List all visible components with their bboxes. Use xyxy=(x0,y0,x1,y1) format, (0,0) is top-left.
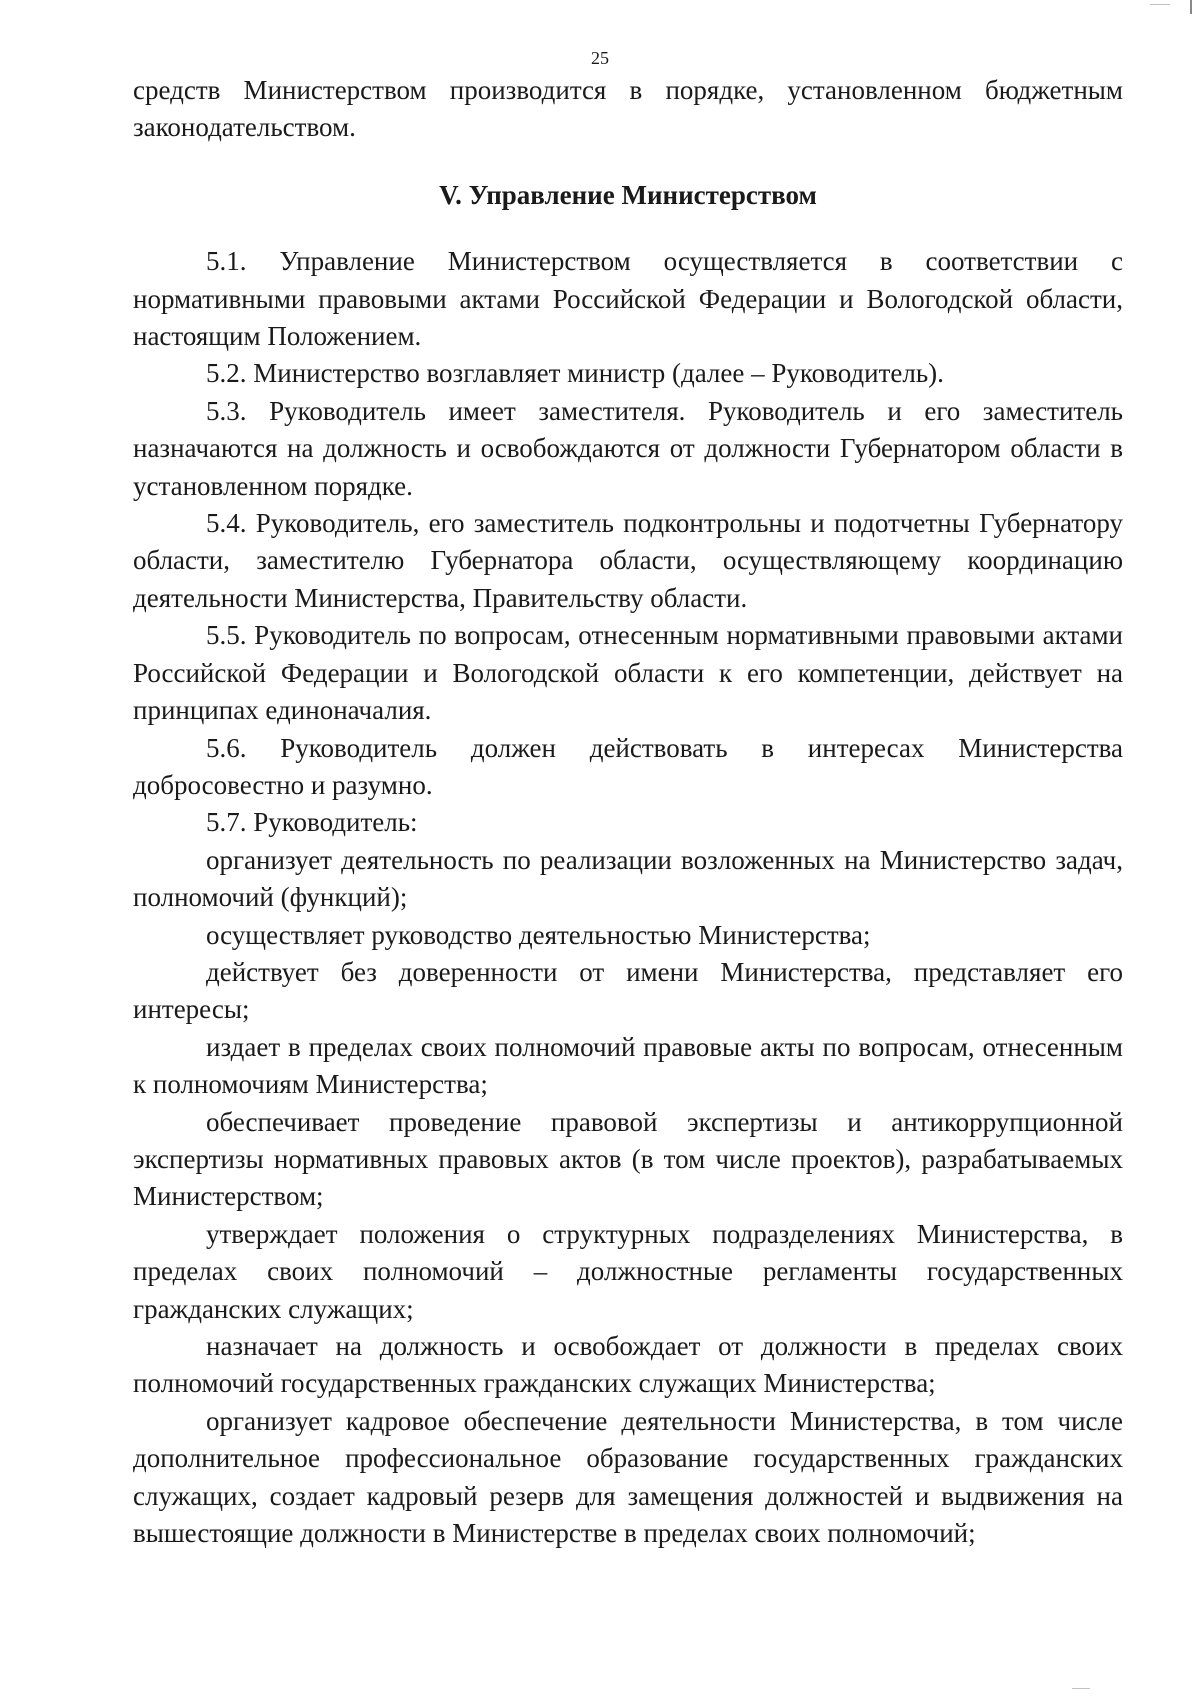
list-item: обеспечивает проведение правовой экспертизы и антикоррупционной экспертизы нормативных правовых актов (в том числе проектов), разрабатываемых Министерством; xyxy=(133,1106,1123,1212)
list-item: назначает на должность и освобождает от должности в пределах своих полномочий государственных гражданских служащих Министерства; xyxy=(133,1331,1123,1399)
scan-edge-mark xyxy=(1190,0,1192,14)
list-item: осуществляет руководство деятельностью Министерства; xyxy=(206,919,871,950)
list-item: издает в пределах своих полномочий правовые акты по вопросам, отнесенным к полномочиям Министерства; xyxy=(133,1031,1123,1100)
paragraph-5-3: 5.3. Руководитель имеет заместителя. Руководитель и его заместитель назначаются на должность и освобождаются от должности Губернатором области в установленном порядке. xyxy=(133,395,1123,501)
paragraph-5-2: 5.2. Министерство возглавляет министр (далее – Руководитель). xyxy=(206,358,944,389)
list-item: организует кадровое обеспечение деятельности Министерства, в том числе дополнительное профессиональное образование государственных гражданских служащих, создает кадровый резерв для замещения должностей и выдвижения на вышестоящие должности в Министерстве в пределах своих полномочий; xyxy=(133,1405,1123,1549)
paragraph-5-1: 5.1. Управление Министерством осуществляется в соответствии с нормативными правовыми актами Российской Федерации и Вологодской области, настоящим Положением. xyxy=(133,246,1123,352)
list-item: действует без доверенности от имени Министерства, представляет его интересы; xyxy=(133,956,1123,1025)
paragraph-5-5: 5.5. Руководитель по вопросам, отнесенным нормативными правовыми актами Российской Федерации и Вологодской области к его компетенции, действует на принципах единоначалия. xyxy=(133,620,1123,726)
scan-edge-mark xyxy=(1072,1688,1090,1689)
list-item: организует деятельность по реализации возложенных на Министерство задач, полномочий (функций); xyxy=(133,844,1123,913)
list-item: утверждает положения о структурных подразделениях Министерства, в пределах своих полномочий – должностные регламенты государственных гражданских служащих; xyxy=(133,1218,1123,1324)
page-number: 25 xyxy=(591,48,609,68)
section-heading: V. Управление Министерством xyxy=(439,179,817,210)
paragraph-5-4: 5.4. Руководитель, его заместитель подконтрольны и подотчетны Губернатору области, заместителю Губернатора области, осуществляющему координацию деятельности Министерства, Правительству области. xyxy=(133,508,1123,613)
carryover-paragraph: средств Министерством производится в порядке, установленном бюджетным законодательством. xyxy=(133,75,1123,143)
scan-edge-mark xyxy=(1150,4,1170,5)
paragraph-5-6: 5.6. Руководитель должен действовать в интересах Министерства добросовестно и разумно. xyxy=(133,732,1123,800)
paragraph-5-7: 5.7. Руководитель: xyxy=(206,807,418,838)
document-body xyxy=(133,72,1123,1552)
